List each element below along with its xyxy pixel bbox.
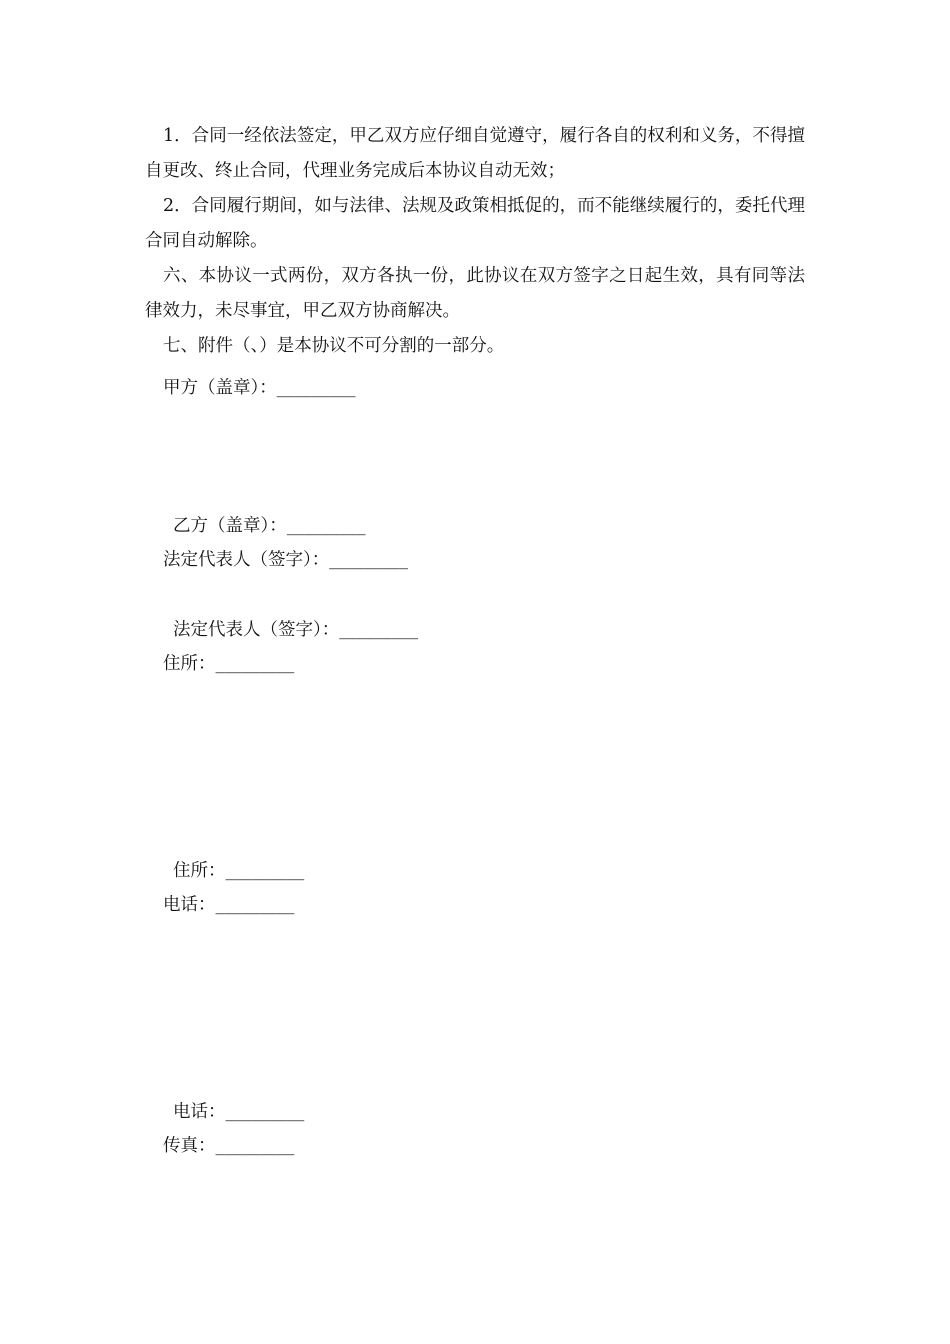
clause-six-paragraph: 六、本协议一式两份，双方各执一份，此协议在双方签字之日起生效，具有同等法律效力，未尽事宜，甲乙双方协商解决。	[145, 266, 805, 321]
clause-2-paragraph: 2．合同履行期间，如与法律、法规及政策相抵促的，而不能继续履行的，委托代理合同自动解除。	[145, 196, 805, 251]
fax-field: 传真：_________	[163, 1136, 295, 1156]
party-a-seal-field: 甲方（盖章）：_________	[163, 378, 356, 398]
legal-representative-b-field: 法定代表人（签字）：_________	[173, 620, 418, 640]
phone-b-field: 电话：_________	[173, 1102, 305, 1122]
clause-1-paragraph: 1．合同一经依法签定，甲乙双方应仔细自觉遵守，履行各自的权利和义务，不得擅自更改、终止合同，代理业务完成后本协议自动无效；	[145, 126, 805, 181]
contract-terms-body	[145, 119, 805, 364]
address-a-field: 住所：_________	[163, 654, 295, 674]
clause-seven-paragraph: 七、附件（、）是本协议不可分割的一部分。	[163, 336, 505, 356]
party-b-seal-field: 乙方（盖章）：_________	[173, 516, 366, 536]
legal-representative-a-field: 法定代表人（签字）：_________	[163, 550, 408, 570]
address-b-field: 住所：_________	[173, 861, 305, 881]
phone-a-field: 电话：_________	[163, 895, 295, 915]
